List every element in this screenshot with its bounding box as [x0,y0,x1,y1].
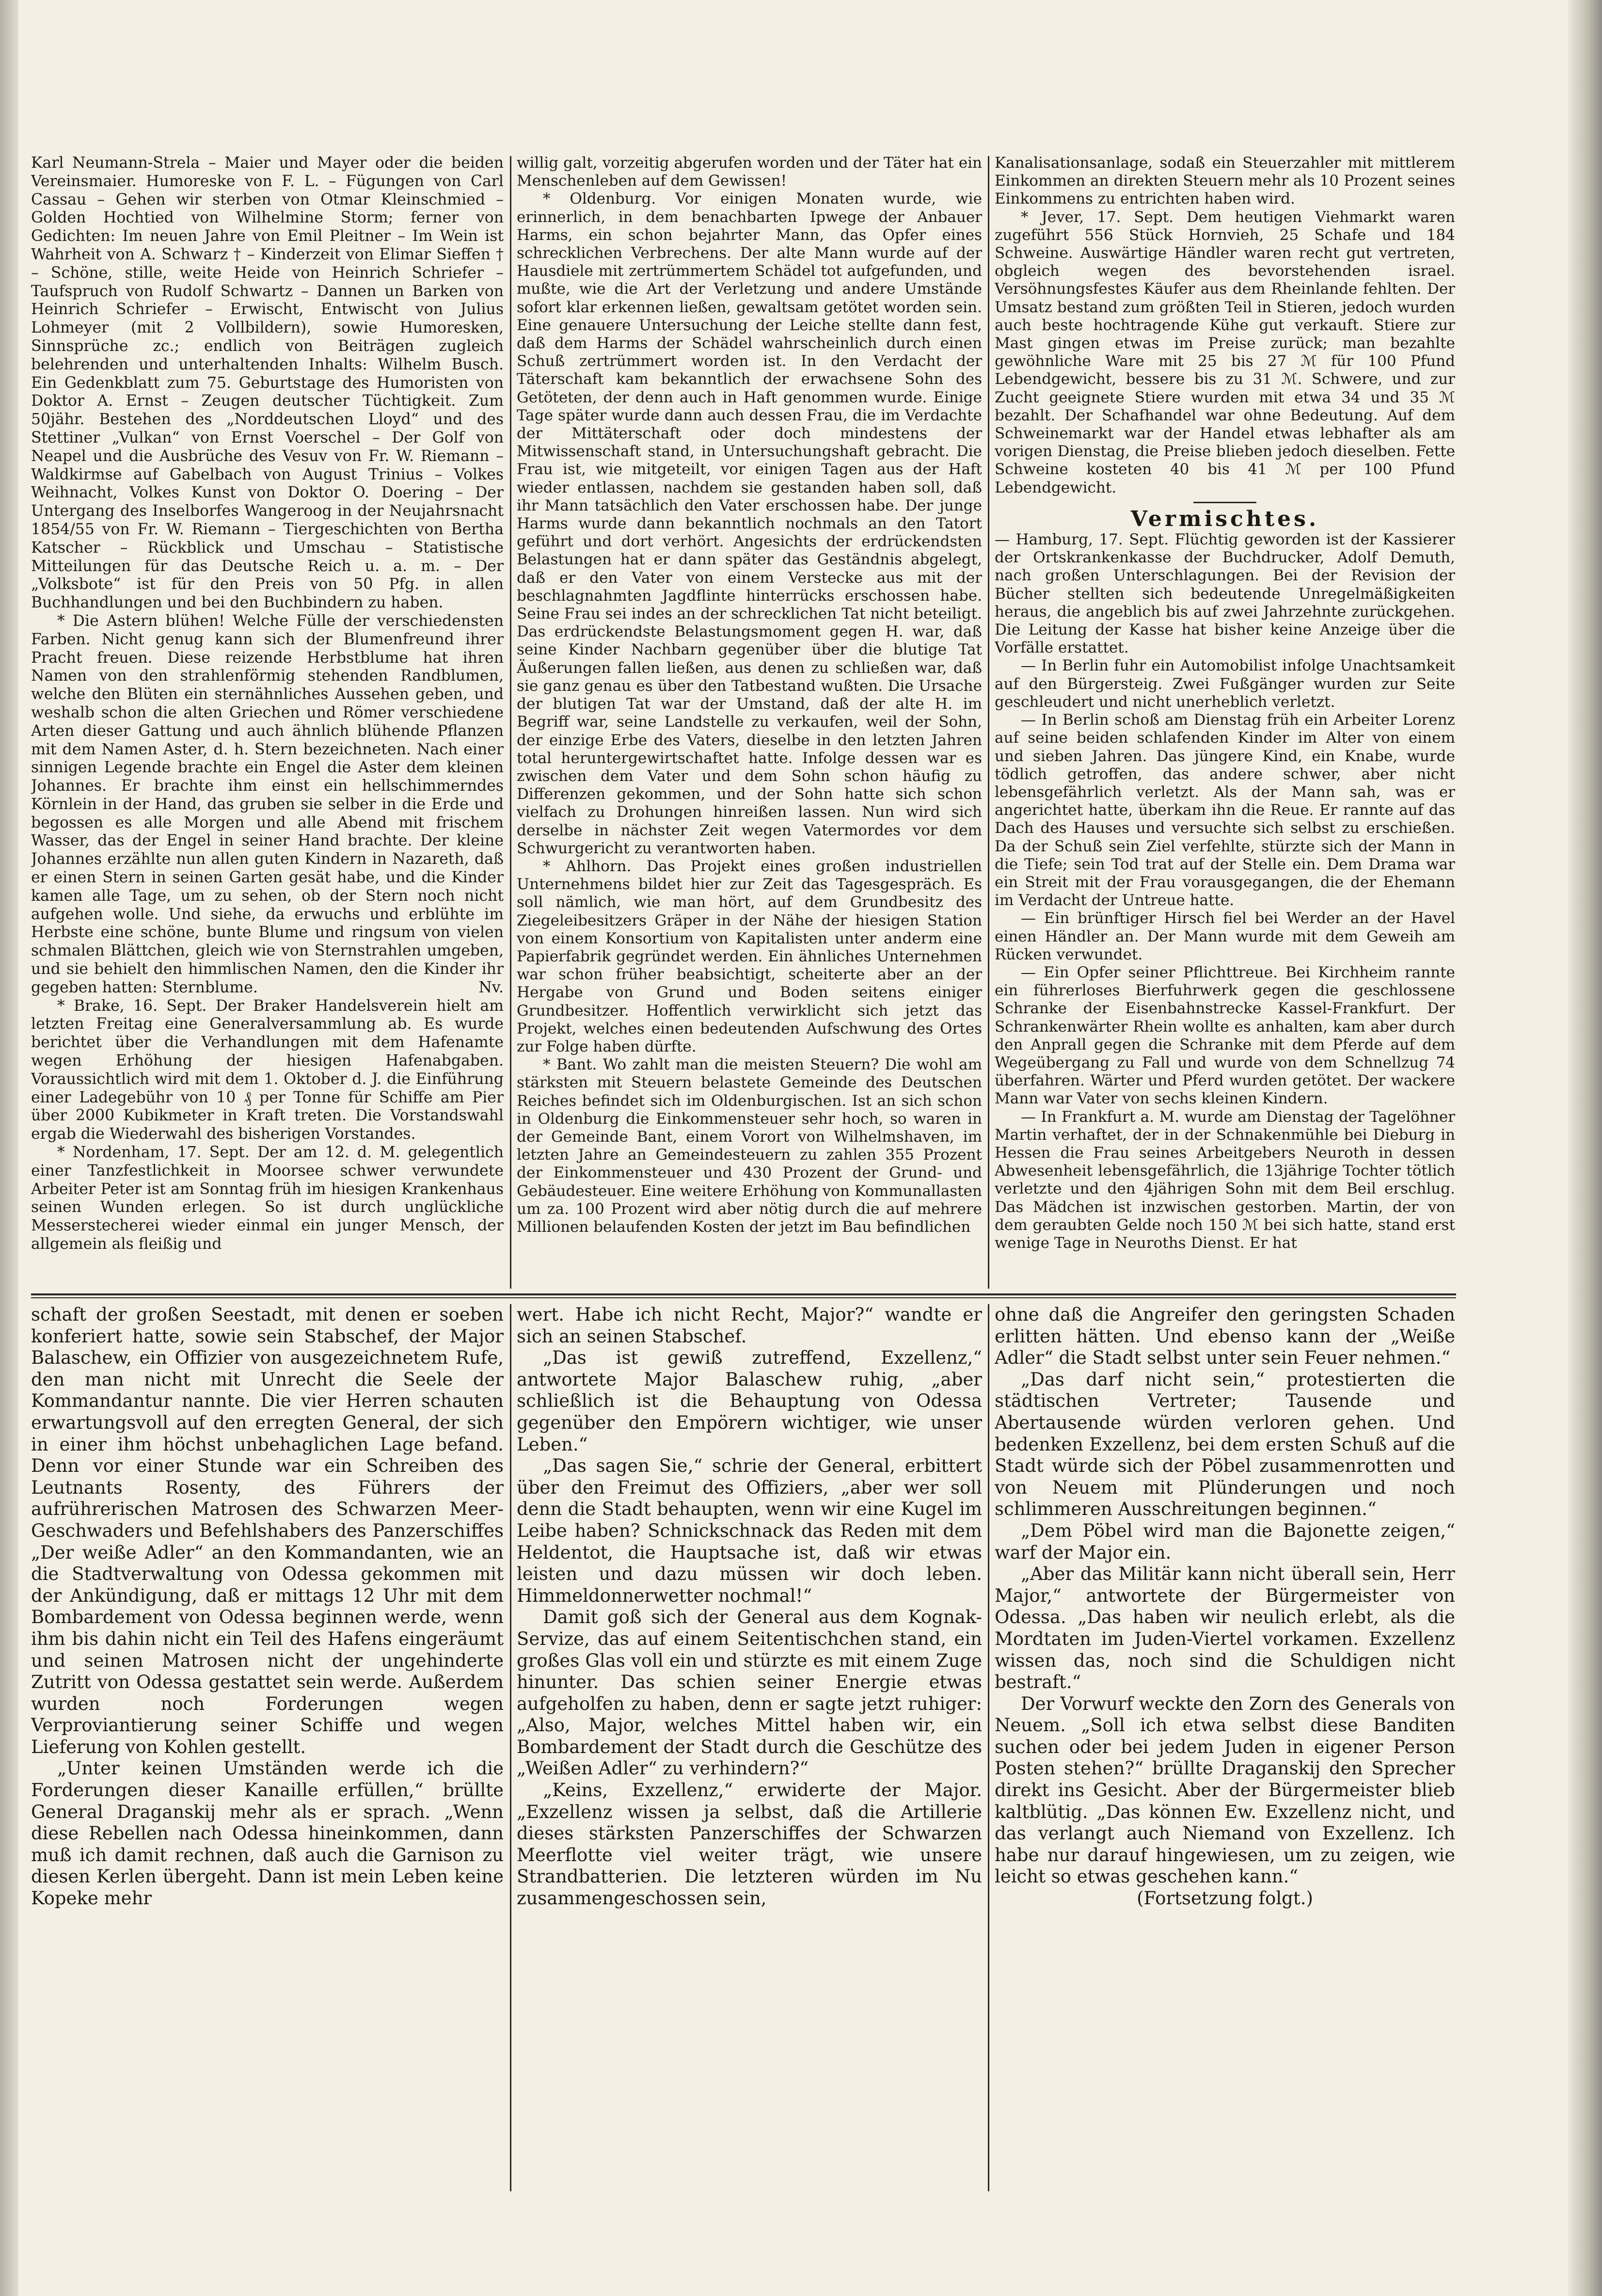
article-paragraph: willig galt, vorzeitig abgerufen worden und der Täter hat ein Menschenleben auf dem Gewissen! [517,154,982,190]
upper-column-2 [517,154,982,1289]
article-paragraph: Kanalisationsanlage, sodaß ein Steuerzahler mit mittlerem Einkommen an direkten Steuern mehr als 10 Prozent seines Einkommens zu entrichten haben wird. [995,154,1455,208]
story-paragraph: schaft der großen Seestadt, mit denen er soeben konferiert hatte, sowie sein Stabschef, der Major Balaschew, ein Offizier von ausgezeichnetem Rufe, den man nicht mit Unrecht die Seele der Kommandantur nannte. Die vier Herren schauten erwartungsvoll auf den erregten General, der sich in einer ihm höchst unbehaglichen Lage befand. Denn vor einer Stunde war ein Schreiben des Leutnants Rosenty, des Führers der aufrührerischen Matrosen des Schwarzen Meer-Geschwaders und Befehlshabers des Panzerschiffes „Der weiße Adler“ an den Kommandanten, wie an die Stadtverwaltung von Odessa gekommen mit der Ankündigung, daß er mittags 12 Uhr mit dem Bombardement von Odessa beginnen werde, wenn ihm bis dahin nicht ein Teil des Hafens eingeräumt und seinen Matrosen nicht der ungehinderte Zutritt von Odessa gestattet sein werde. Außerdem wurden noch Forderungen wegen Verproviantierung seiner Schiffe und wegen Lieferung von Kohlen gestellt. [31,1304,504,1757]
author-signature: Nv. [478,978,504,996]
article-paragraph: * Nordenham, 17. Sept. Der am 12. d. M. gelegentlich einer Tanzfestlichkeit in Moorsee schwer verwundete Arbeiter Peter ist am Sonntag früh im hiesigen Krankenhaus seinen Wunden erlegen. So ist durch unglückliche Messerstecherei wieder einmal ein junger Mensch, der allgemein als fleißig und [31,1144,504,1253]
section-heading: Vermischtes. [1130,506,1319,531]
lower-column-2 [517,1304,982,2194]
column-divider [510,1304,511,2191]
article-paragraph: — Hamburg, 17. Sept. Flüchtig geworden ist der Kassierer der Ortskrankenkasse der Buchdrucker, Adolf Demuth, nach großen Unterschlagungen. Bei der Revision der Bücher stellten sich bedeutende Unregelmäßigkeiten heraus, die angeblich bis auf zwei Jahrzehnte zurückgehen. Die Leitung der Kasse hat bisher keine Anzeige über die Vorfälle erstattet. [995,531,1455,657]
upper-column-1 [31,154,504,1289]
story-paragraph: Damit goß sich der General aus dem Kognak-Servize, das auf einem Seitentischchen stand, ein großes Glas voll ein und stürzte es mit einem Zuge hinunter. Das schien seiner Energie etwas aufgeholfen zu haben, denn er sagte jetzt ruhiger: „Also, Major, welches Mittel haben wir, ein Bombardement der Stadt durch die Geschütze des „Weißen Adler“ zu verhindern?“ [517,1607,982,1779]
column-divider [510,156,511,1289]
column-divider [988,1304,989,2191]
feuilleton-divider [31,1297,1456,1298]
article-paragraph: * Ahlhorn. Das Projekt eines großen industriellen Unternehmens bildet hier zur Zeit das Tagesgespräch. Es soll nämlich, wie man hört, auf dem Grundbesitz des Ziegeleibesitzers Gräper in der Nähe der hiesigen Station von einem Konsortium von Kapitalisten unter anderm eine Papierfabrik gegründet werden. Ein ähnliches Unternehmen war schon früher beabsichtigt, scheiterte aber an der Hergabe von Grund und Boden seitens einiger Grundbesitzer. Hoffentlich verwirklicht sich jetzt das Projekt, welches einen bedeutenden Aufschwung des Ortes zur Folge haben dürfte. [517,857,982,1055]
story-paragraph: wert. Habe ich nicht Recht, Major?“ wandte er sich an seinen Stabschef. [517,1304,982,1347]
story-paragraph: ohne daß die Angreifer den geringsten Schaden erlitten hätten. Und ebenso kann der „Weiße Adler“ die Stadt selbst unter sein Feuer nehmen.“ [995,1304,1455,1369]
article-paragraph: * Die Astern blühen! Welche Fülle der verschiedensten Farben. Nicht genug kann sich der Blumenfreund ihrer Pracht freuen. Diese reizende Herbstblume hat ihren Namen von den strahlenförmig stehenden Randblumen, welche den Blüten ein sternähnliches Aussehen geben, und weshalb schon die alten Griechen und Römer verschiedene Arten dieser Gattung und auch ähnlich blühende Pflanzen mit dem Namen Aster, d. h. Stern bezeichneten. Nach einer sinnigen Legende brachte ein Engel die Aster dem kleinen Johannes. Er brachte ihm einst ein hellschimmerndes Körnlein in der Hand, das gruben sie selber in die Erde und begossen es alle Morgen und alle Abend mit frischem Wasser, das der Engel in seiner Hand brachte. Der kleine Johannes erzählte nun allen guten Kindern in Nazareth, daß er einen Stern in seinen Garten gesät habe, und die Kinder kamen alle Tage, um zu sehen, ob der Stern noch nicht aufgehen wolle. Und siehe, da erwuchs und erblühte im Herbste eine schöne, bunte Blume und ringsum von vielen schmalen Blättchen, gleich wie von Sternstrahlen umgeben, und sie behielt den himmlischen Namen, den die Kinder ihr gegeben hatten: Sternblume. Nv. [31,612,504,996]
article-paragraph: — Ein brünftiger Hirsch fiel bei Werder an der Havel einen Händler an. Der Mann wurde mit dem Geweih am Rücken verwundet. [995,909,1455,963]
article-paragraph: Karl Neumann-Strela – Maier und Mayer oder die beiden Vereinsmaier. Humoreske von F. L. – Fügungen von Carl Cassau – Gehen wir sterben von Otmar Kleinschmied – Golden Hochtied von Wilhelmine Storm; ferner von Gedichten: Im neuen Jahre von Emil Pleitner – Im Wein ist Wahrheit von A. Schwarz † – Kinderzeit von Elimar Sieffen † – Schöne, stille, weite Heide von Heinrich Schriefer – Taufspruch von Rudolf Schwartz – Dannen un Barken von Heinrich Schriefer – Erwischt, Entwischt von Julius Lohmeyer (mit 2 Vollbildern), sowie Humoresken, Sinnsprüche zc.; endlich von Beiträgen zugleich belehrenden und unterhaltenden Inhalts: Wilhelm Busch. Ein Gedenkblatt zum 75. Geburtstage des Humoristen von Doktor A. Ernst – Zeugen deutscher Tüchtigkeit. Zum 50jähr. Bestehen des „Norddeutschen Lloyd“ und des Stettiner „Vulkan“ von Ernst Voerschel – Der Golf von Neapel und die Ausbrüche des Vesuv von Fr. W. Riemann – Waldkirmse auf Gabelbach von August Trinius – Volkes Weihnacht, Volkes Kunst von Doktor O. Doering – Der Untergang des Inselborfes Wangeroog in der Neujahrsnacht 1854/55 von Fr. W. Riemann – Tiergeschichten von Bertha Katscher – Rückblick und Umschau – Statistische Mitteilungen für das Deutsche Reich u. a. m. – Der „Volksbote“ ist für den Preis von 50 Pfg. in allen Buchhandlungen und bei den Buchbindern zu haben. [31,154,504,612]
article-paragraph: * Bant. Wo zahlt man die meisten Steuern? Die wohl am stärksten mit Steuern belastete Gemeinde des Deutschen Reiches befindet sich im Oldenburgischen. Ist an sich schon in Oldenburg die Einkommensteuer sehr hoch, so waren in der Gemeinde Bant, einem Vorort von Wilhelmshaven, im letzten Jahre an Gemeindesteuern zu zahlen 355 Prozent der Einkommensteuer und 430 Prozent der Grund- und Gebäudesteuer. Eine weitere Erhöhung von Kommunallasten um za. 100 Prozent wird aber nötig durch die auf mehrere Millionen belaufenden Kosten der jetzt im Bau befindlichen [517,1056,982,1236]
lower-column-1 [31,1304,504,2194]
story-paragraph: „Keins, Exzellenz,“ erwiderte der Major. „Exzellenz wissen ja selbst, daß die Artillerie dieses stärksten Panzerschiffes der Schwarzen Meerflotte viel weiter trägt, wie unsere Strandbatterien. Die letzteren würden im Nu zusammengeschossen sein, [517,1780,982,1909]
story-paragraph: Der Vorwurf weckte den Zorn des Generals von Neuem. „Soll ich etwa selbst diese Banditen suchen oder bei jedem Juden in eigener Person Posten stehen?“ brüllte Draganskij den Sprecher direkt ins Gesicht. Aber der Bürgermeister blieb kaltblütig. „Das können Ew. Exzellenz nicht, und das verlangt auch Niemand von Exzellenz. Ich habe nur darauf hingewiesen, um zu zeigen, wie leicht so etwas geschehen kann.“ [995,1693,1455,1887]
upper-column-3 [995,154,1455,1289]
article-paragraph: * Jever, 17. Sept. Dem heutigen Viehmarkt waren zugeführt 556 Stück Hornvieh, 25 Schafe und 184 Schweine. Auswärtige Händler waren recht gut vertreten, obgleich wegen des bevorstehenden israel. Versöhnungsfestes Käufer aus dem Rheinlande fehlten. Der Umsatz bestand zum größten Teil in Stieren, jedoch wurden auch beste hochtragende Kühe gut verkauft. Stiere zur Mast gingen etwas im Preise zurück; man bezahlte gewöhnliche Ware mit 25 bis 27 ℳ für 100 Pfund Lebendgewicht, bessere bis zu 31 ℳ. Schwere, und zur Zucht geeignete Stiere wurden mit etwa 34 und 35 ℳ bezahlt. Der Schafhandel war ohne Bedeutung. Auf dem Schweinemarkt war der Handel etwas lebhafter als am vorigen Dienstag, die Preise blieben jedoch dieselben. Fette Schweine kosteten 40 bis 41 ℳ per 100 Pfund Lebendgewicht. [995,208,1455,496]
story-paragraph: „Das sagen Sie,“ schrie der General, erbittert über den Freimut des Offiziers, „aber wer soll denn die Stadt behaupten, wenn wir eine Kugel im Leibe haben? Schnickschnack das Reden mit dem Heldentot, die Hauptsache ist, daß wir etwas leisten und dazu müssen wir doch leben. Himmeldonnerwetter nochmal!“ [517,1455,982,1606]
column-divider [988,156,989,1289]
continuation-note: (Fortsetzung folgt.) [1137,1888,1313,1909]
story-paragraph: „Aber das Militär kann nicht überall sein, Herr Major,“ antwortete der Bürgermeister von Odessa. „Das haben wir neulich erlebt, als die Mordtaten im Juden-Viertel vorkamen. Exzellenz wissen das, noch sind die Schuldigen nicht bestraft.“ [995,1563,1455,1693]
article-paragraph: * Oldenburg. Vor einigen Monaten wurde, wie erinnerlich, in dem benachbarten Ipwege der Anbauer Harms, ein schon bejahrter Mann, das Opfer eines schrecklichen Verbrechens. Der alte Mann wurde auf der Hausdiele mit zertrümmertem Schädel tot aufgefunden, und mußte, wie die Art der Verletzung und andere Umstände sofort klar erkennen ließen, gewaltsam getötet worden sein. Eine genauere Untersuchung der Leiche stellte dann fest, daß dem Harms der Schädel wahrscheinlich durch einen Schuß zertrümmert worden ist. In den Verdacht der Täterschaft kam bekanntlich der erwachsene Sohn des Getöteten, der denn auch in Haft genommen wurde. Einige Tage später wurde dann auch dessen Frau, die im Verdachte der Mittäterschaft oder doch mindestens der Mitwissenschaft stand, in Untersuchungshaft gebracht. Die Frau ist, wie mitgeteilt, vor einigen Tagen aus der Haft wieder entlassen, nachdem sie gestanden haben soll, daß ihr Mann tatsächlich den Vater erschossen habe. Der junge Harms wurde dann bekanntlich nochmals an den Tatort geführt und dort verhört. Angesichts der erdrückendsten Belastungen hat er dann später das Geständnis abgelegt, daß er den Vater von einem Verstecke aus mit der beschlagnahmten Jagdflinte hinterrücks erschossen habe. Seine Frau sei indes an der schrecklichen Tat nicht beteiligt. Das erdrückendste Belastungsmoment gegen H. war, daß seine Kinder Nachbarn gegenüber über die blutige Tat Äußerungen fallen ließen, aus denen zu schließen war, daß sie ganz genau es über den Tatbestand wußten. Die Ursache der blutigen Tat war der Umstand, daß der alte H. im Begriff war, seine Landstelle zu verkaufen, weil der Sohn, der einzige Erbe des Vaters, dieselbe in den letzten Jahren total heruntergewirtschaftet hatte. Infolge dessen war es zwischen dem Vater und dem Sohn schon häufig zu Differenzen gekommen, und der Sohn hatte sich schon vielfach zu Drohungen hinreißen lassen. Nun wird sich derselbe in nächster Zeit wegen Vatermordes vor dem Schwurgericht zu verantworten haben. [517,190,982,857]
story-paragraph: „Das ist gewiß zutreffend, Exzellenz,“ antwortete Major Balaschew ruhig, „aber schließlich ist die Behauptung von Odessa gegenüber den Empörern wichtiger, wie unser Leben.“ [517,1347,982,1455]
story-paragraph: „Unter keinen Umständen werde ich die Forderungen dieser Kanaille erfüllen,“ brüllte General Draganskij mehr als er sprach. „Wenn diese Rebellen nach Odessa hineinkommen, dann muß ich damit rechnen, daß auch die Garnison zu diesen Kerlen übergeht. Dann ist mein Leben keine Kopeke mehr [31,1758,504,1909]
article-paragraph: — In Berlin schoß am Dienstag früh ein Arbeiter Lorenz auf seine beiden schlafenden Kinder im Alter von einem und sieben Jahren. Das jüngere Kind, ein Knabe, wurde tödlich getroffen, das andere schwer, aber nicht lebensgefährlich verletzt. Als der Mann sah, was er angerichtet hatte, überkam ihn die Reue. Er rannte auf das Dach des Hauses und versuchte sich selbst zu erschießen. Da der Schuß sein Ziel verfehlte, stürzte sich der Mann in die Tiefe; sein Tod trat auf der Stelle ein. Dem Drama war ein Streit mit der Frau vorausgegangen, die der Ehemann im Verdacht der Untreue hatte. [995,711,1455,909]
article-paragraph: * Brake, 16. Sept. Der Braker Handelsverein hielt am letzten Freitag eine Generalversammlung ab. Es wurde berichtet über die Verhandlungen mit dem Hafenamte wegen Erhöhung der hiesigen Hafenabgaben. Voraussichtlich wird mit dem 1. Oktober d. J. die Einführung einer Ladegebühr von 10 ₰ per Tonne für Schiffe am Pier über 2000 Kubikmeter in Kraft treten. Die Vorstandswahl ergab die Wiederwahl des bisherigen Vorstandes. [31,997,504,1143]
page-edge [1568,0,1602,2296]
article-paragraph: — In Frankfurt a. M. wurde am Dienstag der Tagelöhner Martin verhaftet, der in der Schnakenmühle bei Dieburg in Hessen die Frau seines Arbeitgebers Neuroth in dessen Abwesenheit lebensgefährlich, die 13jährige Tochter tötlich verletzte und den 4jährigen Sohn mit dem Beil erschlug. Das Mädchen ist inzwischen gestorben. Martin, der von dem geraubten Gelde noch 150 ℳ bei sich hatte, stand erst wenige Tage in Neuroths Dienst. Er hat [995,1108,1455,1252]
article-paragraph: — In Berlin fuhr ein Automobilist infolge Unachtsamkeit auf den Bürgersteig. Zwei Fußgänger wurden zur Seite geschleudert und nicht unerheblich verletzt. [995,657,1455,711]
article-paragraph: — Ein Opfer seiner Pflichttreue. Bei Kirchheim rannte ein führerloses Bierfuhrwerk gegen die geschlossene Schranke der Eisenbahnstrecke Kassel-Frankfurt. Der Schrankenwärter Rhein wollte es anhalten, kam aber durch den Anprall gegen die Schranke mit dem Pferde auf dem Wegeübergang zu Fall und wurde von dem Schnellzug 74 überfahren. Wärter und Pferd wurden getötet. Der wackere Mann war Vater von sechs kleinen Kindern. [995,963,1455,1108]
story-paragraph: „Das darf nicht sein,“ protestierten die städtischen Vertreter; Tausende und Abertausende würden verloren gehen. Und bedenken Exzellenz, bei dem ersten Schuß auf die Stadt würde sich der Pöbel zusammenrotten und von Neuem mit Plünderungen und noch schlimmeren Ausschreitungen beginnen.“ [995,1369,1455,1520]
section-rule [1193,502,1256,503]
binding-edge [0,0,18,2296]
lower-column-3 [995,1304,1455,2194]
feuilleton-divider [31,1293,1456,1295]
story-paragraph: „Dem Pöbel wird man die Bajonette zeigen,“ warf der Major ein. [995,1520,1455,1563]
